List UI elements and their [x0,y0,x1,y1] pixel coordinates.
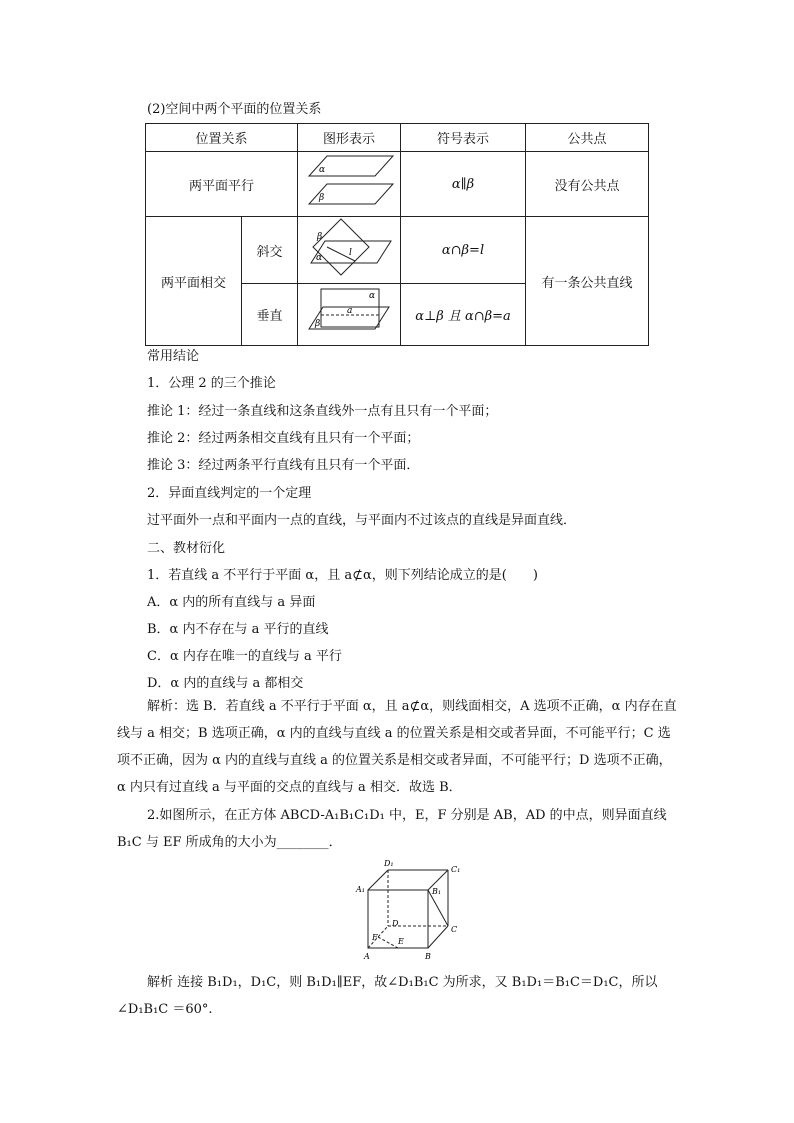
conclusion-item-2: 2．异面直线判定的一个定理 [147,486,312,501]
svg-text:α: α [319,165,326,175]
textbook-title: 二、教材衍化 [147,541,226,556]
label-B1: B₁ [432,887,442,896]
row-intersect-relation: 两平面相交 [146,217,242,346]
option-c: C．α 内存在唯一的直线与 a 平行 [147,649,342,664]
section-heading: (2)空间中两个平面的位置关系 [147,102,322,117]
label-E: E [398,937,404,946]
skew-lines-theorem: 过平面外一点和平面内一点的直线，与平面内不过该点的直线是异面直线． [147,513,577,528]
corollary-2: 推论 2：经过两条相交直线有且只有一个平面； [147,431,420,446]
svg-text:β: β [315,318,321,329]
perpendicular-planes-figure [299,285,399,341]
cube-figure [352,856,472,966]
row-perpendicular-figure [298,284,401,346]
oblique-planes-figure [299,217,399,279]
question-1: 1．若直线 a 不平行于平面 α，且 a⊄α，则下列结论成立的是( ) [147,568,538,583]
header-symbol: 符号表示 [401,124,526,152]
svg-text:β: β [319,193,325,203]
header-relation: 位置关系 [146,124,298,152]
label-A1: A₁ [356,885,365,894]
header-common: 公共点 [526,124,649,152]
option-a: A．α 内的所有直线与 a 异面 [147,595,316,610]
row-parallel-common: 没有公共点 [526,152,649,217]
svg-text:a: a [347,305,353,316]
parallel-planes-figure [299,152,399,212]
svg-text:α: α [316,253,323,263]
plane-relation-table [145,123,649,346]
row-parallel-relation: 两平面平行 [146,152,298,217]
svg-text:β: β [317,232,323,242]
label-F: F [372,933,378,942]
conclusion-item-1: 1．公理 2 的三个推论 [147,376,276,391]
conclusions-title: 常用结论 [147,349,200,364]
label-C1: C₁ [451,865,461,874]
solution-2: 解析 连接 B₁D₁，D₁C，则 B₁D₁∥EF，故∠D₁B₁C 为所求，又 B₁D₁＝B₁C＝D₁C，所以∠D₁B₁C ＝60°. [117,975,658,1017]
row-oblique-symbol: α∩β=l [401,217,526,284]
option-b: B．α 内不存在与 a 平行的直线 [147,622,329,637]
row-oblique-label: 斜交 [242,217,298,284]
label-C: C [451,925,458,934]
option-d: D．α 内的直线与 a 都相交 [147,676,304,691]
row-parallel-figure [298,152,401,217]
header-figure: 图形表示 [298,124,401,152]
solution-1: 解析：选 B．若直线 a 不平行于平面 α，且 a⊄α，则线面相交，A 选项不正确，α 内存在直线与 a 相交；B 选项正确，α 内的直线与直线 a 的位置关系是相交或者异面，不可能平行；C 选项不正确，因为 α 内的直线与直线 a 的位置关系是相交或者异面，不可能平行；D 选项不正确，α 内只有过直线 a 与平面的交点的直线与 a 相交．故选 B． [117,699,677,795]
row-perpendicular-label: 垂直 [242,284,298,346]
corollary-3: 推论 3：经过两条平行直线有且只有一个平面． [147,458,420,473]
label-A: A [364,952,370,961]
row-oblique-figure [298,217,401,284]
svg-text:α: α [369,290,376,301]
svg-text:l: l [349,248,352,258]
label-D1: D₁ [384,859,394,868]
question-2: 2.如图所示，在正方体 ABCD-A₁B₁C₁D₁ 中，E，F 分别是 AB，AD 的中点，则异面直线 B₁C 与 EF 所成角的大小为________． [117,808,667,850]
row-parallel-symbol: α∥β [401,152,526,217]
row-intersect-common: 有一条公共直线 [526,217,649,346]
label-B: B [425,952,431,961]
row-perpendicular-symbol: α⊥β 且 α∩β=a [401,284,526,346]
label-D: D [392,919,399,928]
corollary-1: 推论 1：经过一条直线和这条直线外一点有且只有一个平面； [147,404,498,419]
